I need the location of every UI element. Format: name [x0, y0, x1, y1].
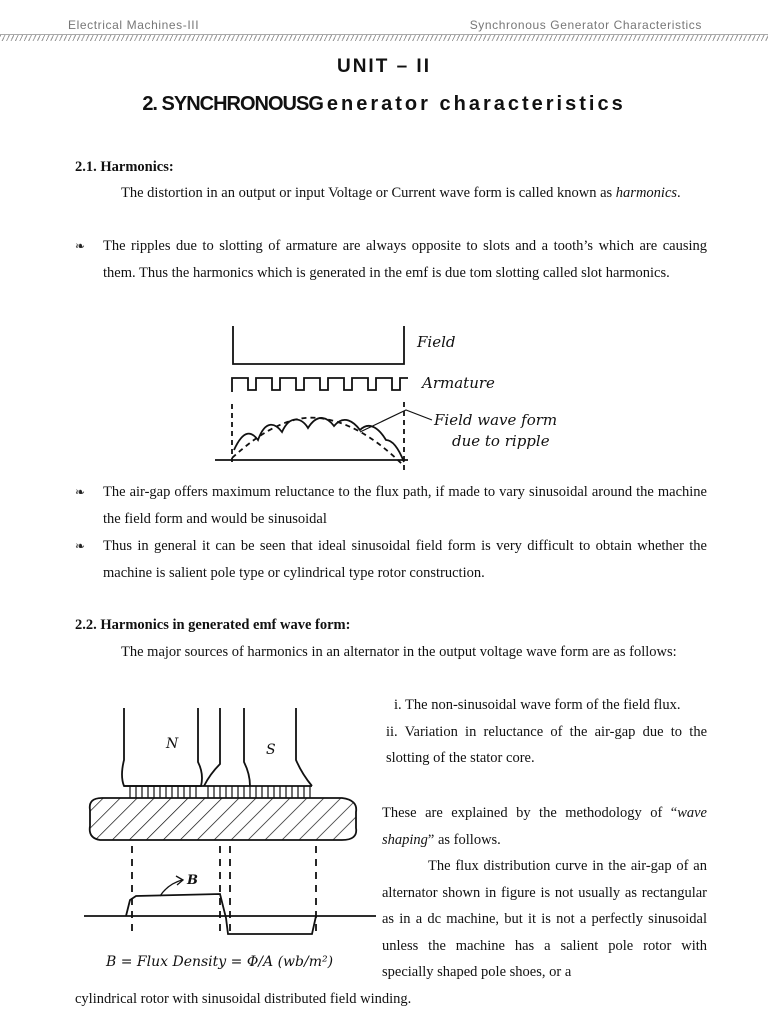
flux-distribution-para — [382, 853, 707, 986]
curly-bullet-icon: ❧ — [75, 485, 86, 499]
field-shape — [233, 326, 404, 364]
emf-intro-text: The major sources of harmonics in an alternator in the output voltage wave form are as follows: — [121, 644, 677, 660]
list-text: Variation in reluctance of the air-gap due to the slotting of the stator core. — [386, 723, 708, 766]
sine-wave — [232, 418, 404, 466]
north-pole — [122, 708, 202, 786]
harmonics-term: harmonics — [615, 185, 678, 201]
label-field: Field — [417, 333, 456, 351]
header-left: Electrical Machines-III — [68, 18, 200, 32]
chapter-title-part1: 2. SYNCHRONOUS — [142, 93, 309, 115]
wave-shaping-text-1: These are explained by the methodology of “ — [382, 805, 678, 821]
label-b: B — [187, 873, 198, 888]
wave-shaping-para — [382, 800, 707, 853]
b-arrow — [160, 880, 182, 896]
unit-title: UNIT – II — [336, 56, 431, 77]
stator-core — [90, 798, 357, 840]
emf-intro — [75, 639, 707, 666]
source-list — [382, 692, 707, 772]
figure-caption: B = Flux Density = Φ/A (wb/m²) — [106, 954, 334, 970]
wave-shaping-text-2: ” as follows. — [427, 831, 501, 848]
list-item — [382, 719, 707, 772]
harmonics-intro-text: The distortion in an output or input Voltage or Current wave form is called known as — [121, 185, 613, 201]
label-armature: Armature — [422, 374, 495, 392]
section-heading-harmonics: 2.1. Harmonics: — [75, 159, 174, 175]
ripple-wave — [234, 418, 404, 462]
flux-distribution-text: The flux distribution curve in the air-gap of an alternator shown in figure is not usually as rectangular as in a dc machine, but it is not a perfectly sinusoidal unless the machine has a salient pole rotor with specially shaped pole shoes, or a — [382, 858, 707, 980]
harmonics-intro — [75, 180, 707, 207]
pole-flux-figure — [80, 702, 380, 982]
label-wave-2: due to ripple — [452, 432, 550, 450]
list-item — [382, 692, 707, 719]
chapter-title — [0, 93, 768, 116]
label-south: S — [266, 742, 276, 758]
curly-bullet-icon: ❧ — [75, 539, 86, 553]
armature-slots — [232, 378, 408, 392]
list-num: ii. — [386, 723, 398, 740]
list-num: i. — [394, 697, 402, 713]
flux-waveform — [126, 894, 316, 934]
chapter-title-part2: Generator characteristics — [308, 93, 626, 115]
section-heading-emf: 2.2. Harmonics in generated emf wave form: — [75, 617, 351, 633]
header-right: Synchronous Generator Characteristics — [469, 18, 702, 32]
shoe-teeth — [130, 786, 310, 798]
list-text: The non-sinusoidal wave form of the field flux. — [405, 697, 681, 713]
bullet-slot-ripple: The ripples due to slotting of armature are always opposite to slots and a tooth’s which are causing them. Thus the harmonics which is generated in the emf is due tom slotting called slot harmonics. — [103, 238, 707, 281]
bullet-air-gap: The air-gap offers maximum reluctance to the flux path, if made to vary sinusoidal around the machine the field form and would be sinusoidal — [103, 484, 707, 527]
pointer-line — [360, 410, 432, 432]
label-wave-1: Field wave form — [434, 411, 558, 429]
label-north: N — [166, 736, 179, 752]
harmonics-intro-end: . — [677, 185, 681, 201]
ripple-figure — [210, 322, 610, 472]
south-pole — [204, 708, 312, 786]
bullet-ideal-field: Thus in general it can be seen that ideal sinusoidal field form is very difficult to obtain whether the machine is salient pole type or cylindrical type rotor construction. — [103, 538, 707, 581]
wave-shaping-term: wave shaping — [382, 805, 707, 848]
curly-bullet-icon: ❧ — [75, 239, 86, 253]
header-rule — [0, 34, 768, 41]
flux-distribution-last: cylindrical rotor with sinusoidal distributed field winding. — [75, 991, 412, 1007]
